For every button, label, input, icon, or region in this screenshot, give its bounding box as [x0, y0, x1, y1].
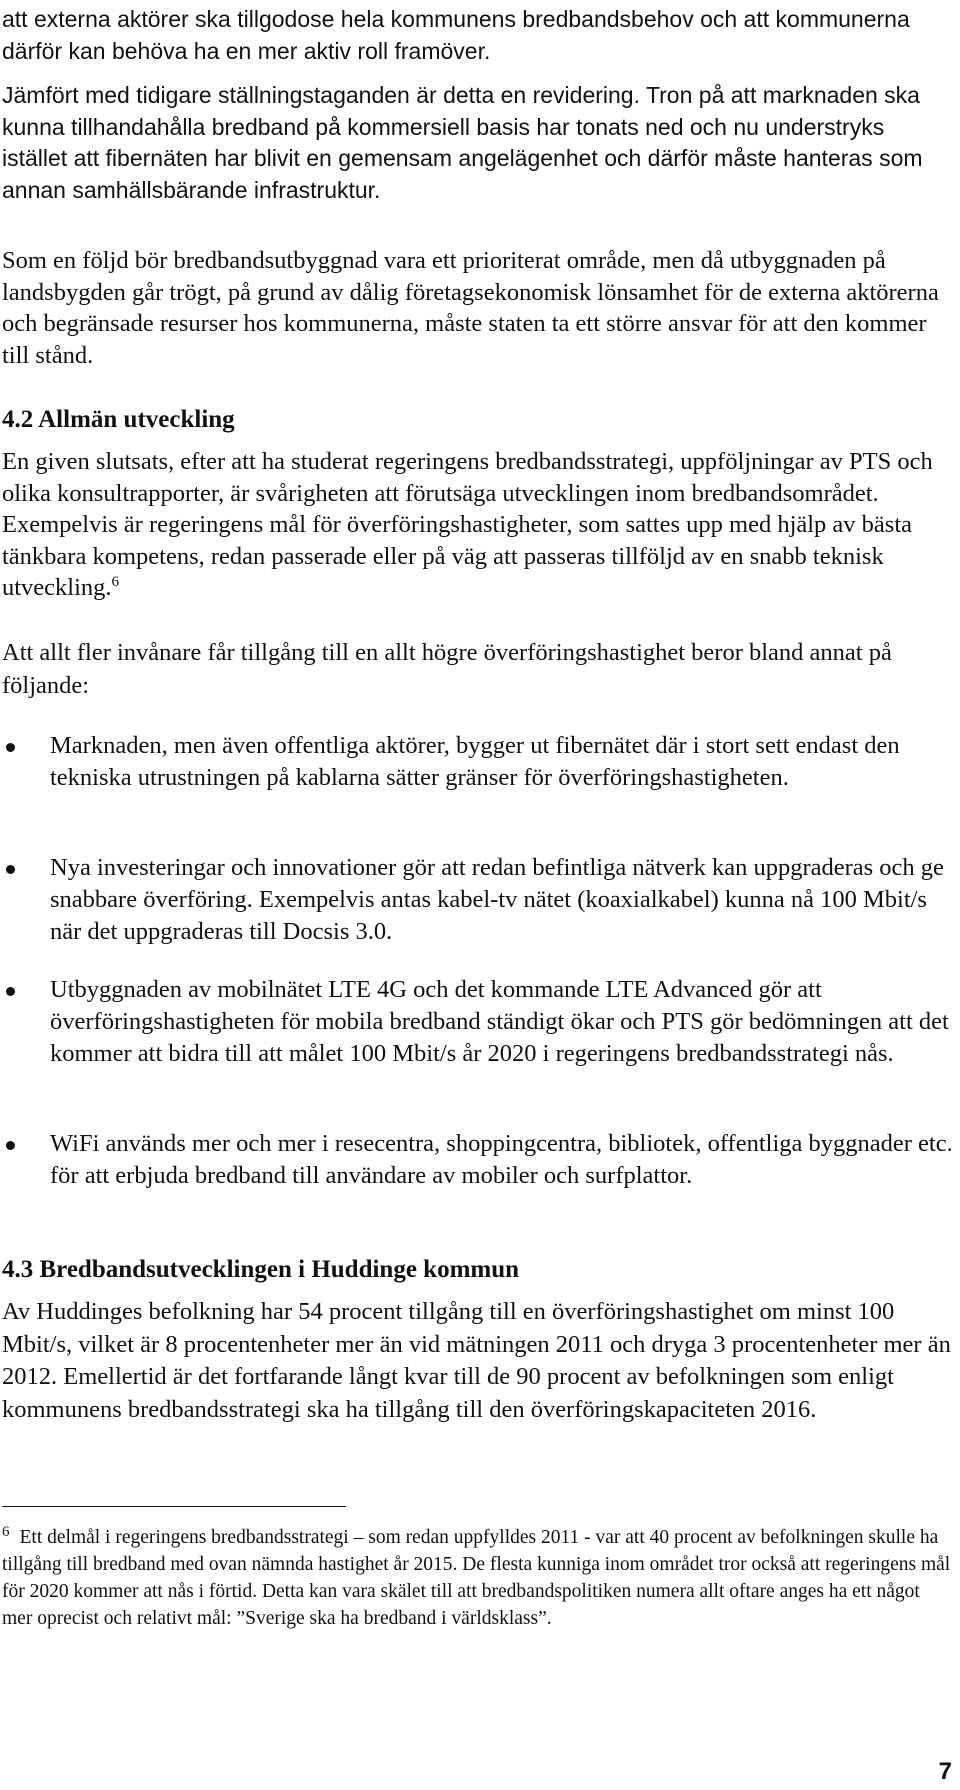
section-4-3-body: Av Huddinges befolkning har 54 procent tillgång till en överföringshastighet om minst 100 Mbit/s, vilket är 8 procentenheter mer än vid mätningen 2011 och dryga 3 procentenheter mer än 2012. Emellertid är det fortfarande långt kvar till de 90 procent av befolkningen som enligt kommunens bredbandsstrategi ska ha tillgång till den överföringskapaciteten 2016.: [2, 1298, 951, 1423]
footnote-number: 6: [2, 1523, 10, 1540]
page-number: 7: [938, 1758, 952, 1785]
bullet-icon: [6, 743, 15, 752]
bullet-text: Nya investeringar och innovationer gör att redan befintliga nätverk kan uppgraderas och ge snabbare överföring. Exempelvis antas kabel-tv nätet (koaxialkabel) kunna nå 100 Mbit/s när det uppgraderas till Docsis 3.0.: [50, 854, 944, 945]
footnote-divider: [2, 1506, 346, 1507]
footnote: [2, 1524, 954, 1632]
paragraph-consequence: Som en följd bör bredbandsutbyggnad vara ett prioriterat område, men då utbyggnaden på landsbygden går trögt, på grund av dålig företagsekonomisk lönsamhet för de externa aktörerna och begränsade resurser hos kommunerna, måste staten ta ett större ansvar för att den kommer till stånd.: [2, 247, 939, 369]
bullet-text: WiFi används mer och mer i resecentra, shoppingcentra, bibliotek, offentliga byggnader etc. för att erbjuda bredband till användare av mobiler och surfplattor.: [50, 1130, 953, 1189]
bullet-icon: [6, 987, 15, 996]
footnote-text: Ett delmål i regeringens bredbandsstrategi – som redan uppfylldes 2011 - var att 40 procent av befolkningen skulle ha tillgång till bredband med ovan nämnda hastighet år 2015. De flesta kunniga inom området tror också att regeringens mål för 2020 kommer att nås i förtid. Detta kan vara skälet till att bredbandspolitiken numera allt oftare anges ha ett något mer oprecist och relativt mål: ”Sverige ska ha bredband i världsklass”.: [2, 1527, 951, 1629]
section-4-2-body: [2, 446, 954, 604]
bullet-text: Utbyggnaden av mobilnätet LTE 4G och det kommande LTE Advanced gör att överföringshastigheten för mobila bredband ständigt ökar och PTS gör bedömningen att det kommer att bidra till att målet 100 Mbit/s år 2020 i regeringens bredbandsstrategi nås.: [50, 976, 949, 1067]
paragraph-continuation: att externa aktörer ska tillgodose hela kommunens bredbandsbehov och att kommunerna därför kan behöva ha en mer aktiv roll framöver.: [2, 6, 910, 64]
section-4-2-intro: Att allt fler invånare får tillgång till en allt högre överföringshastighet beror bland annat på följande:: [2, 639, 892, 699]
footnote-reference: 6: [111, 573, 120, 590]
section-heading-4-2: 4.2 Allmän utveckling: [2, 406, 235, 433]
bullet-icon: [6, 865, 15, 874]
paragraph-revision: Jämfört med tidigare ställningstaganden är detta en revidering. Tron på att marknaden ska kunna tillhandahålla bredband på kommersiell basis har tonats ned och nu understryks istället att fibernäten har blivit en gemensam angelägenhet och därför måste hanteras som annan samhällsbärande infrastruktur.: [2, 82, 923, 203]
bullet-text: Marknaden, men även offentliga aktörer, bygger ut fibernätet där i stort sett endast den tekniska utrustningen på kablarna sätter gränser för överföringshastigheten.: [50, 732, 900, 791]
section-4-2-body-text: En given slutsats, efter att ha studerat regeringens bredbandsstrategi, uppföljningar av PTS och olika konsultrapporter, är svårigheten att förutsäga utvecklingen inom bredbandsområdet. Exempelvis är regeringens mål för överföringshastigheter, som sattes upp med hjälp av bästa tänkbara kompetens, redan passerade eller på väg att passeras tillföljd av en snabb teknisk utveckling.: [2, 448, 933, 601]
bullet-icon: [6, 1141, 15, 1150]
section-heading-4-3: 4.3 Bredbandsutvecklingen i Huddinge kommun: [2, 1256, 520, 1283]
